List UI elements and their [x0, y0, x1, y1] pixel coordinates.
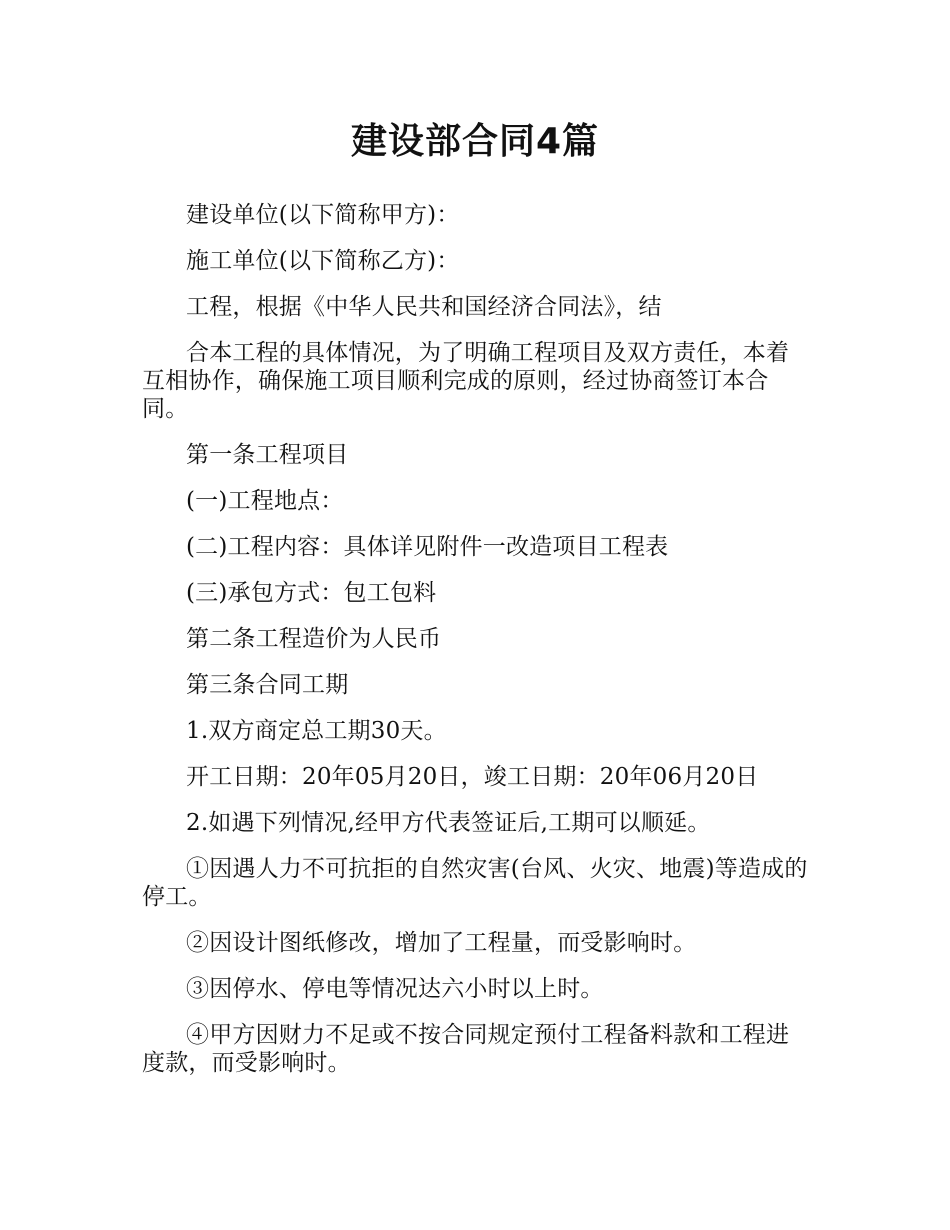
paragraph: 合本工程的具体情况，为了明确工程项目及双方责任，本着互相协作，确保施工项目顺利完成的原则，经过协商签订本合同。	[142, 340, 790, 422]
list-item: ①因遇人力不可抗拒的自然灾害(台风、火灾、地震)等造成的停工。	[142, 856, 808, 910]
paragraph: (一)工程地点：	[186, 488, 344, 514]
paragraph: 开工日期：20年05月20日，竣工日期：20年06月20日	[186, 764, 759, 790]
document-body	[142, 201, 812, 1095]
section-heading: 第三条合同工期	[186, 672, 349, 698]
paragraph: 施工单位(以下简称乙方)：	[186, 248, 460, 274]
paragraph: (三)承包方式：包工包料	[186, 580, 437, 606]
document-title: 建设部合同4篇	[350, 121, 600, 162]
paragraph: 建设单位(以下简称甲方)：	[186, 202, 460, 228]
paragraph: 工程，根据《中华人民共和国经济合同法》，结	[186, 294, 662, 320]
list-item: ②因设计图纸修改，增加了工程量，而受影响时。	[186, 930, 697, 956]
paragraph: (二)工程内容：具体详见附件一改造项目工程表	[186, 534, 669, 560]
list-item: ④甲方因财力不足或不按合同规定预付工程备料款和工程进度款，而受影响时。	[142, 1022, 790, 1076]
paragraph: 2.如遇下列情况,经甲方代表签证后,工期可以顺延。	[186, 810, 711, 836]
list-item: ③因停水、停电等情况达六小时以上时。	[186, 976, 604, 1002]
section-heading: 第二条工程造价为人民币	[186, 626, 442, 652]
section-heading: 第一条工程项目	[186, 442, 349, 468]
paragraph: 1.双方商定总工期30天。	[186, 718, 447, 744]
